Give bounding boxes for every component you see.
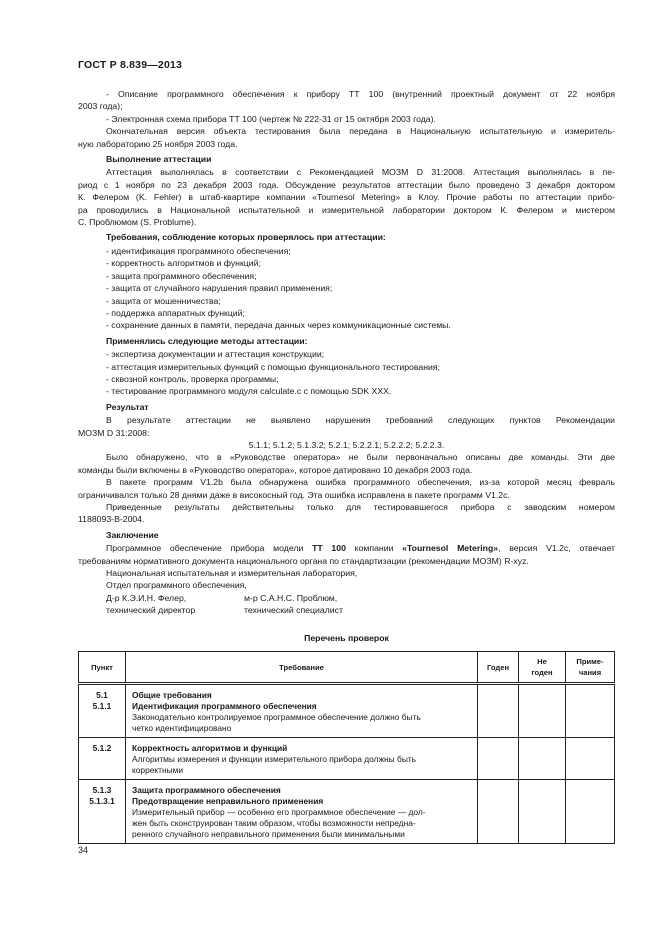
- requirement-text: ренного случайного неправильного применения были минимальными: [132, 829, 405, 839]
- requirement-title: Идентификация программного обеспечения: [132, 701, 317, 711]
- list-item: - защита от мошенничества;: [106, 295, 221, 306]
- paragraph: В пакете программ V1.2b была обнаружена ошибка программного обеспечения, из-за которой месяц февраль: [106, 477, 615, 488]
- pass-cell: [478, 738, 519, 780]
- requirement-text: четко идентифицировано: [132, 723, 232, 733]
- paragraph: Аттестация выполнялась в соответствии с Рекомендацией МОЗМ D 31:2008. Аттестация выполнялась в пе-: [106, 167, 615, 178]
- list-item: - защита от случайного нарушения правил применения;: [106, 283, 333, 294]
- column-header-num: Пункт: [79, 652, 126, 684]
- section-heading: Требования, соблюдение которых проверялось при аттестации:: [106, 232, 386, 243]
- checks-table: [78, 651, 615, 844]
- page-number: 34: [78, 845, 89, 855]
- column-header-ng: [519, 652, 566, 684]
- clause-list: 5.1.1; 5.1.2; 5.1.3.2; 5.2.1; 5.2.2.1; 5.2.2.2; 5.2.2.3.: [248, 439, 445, 450]
- pass-cell: [478, 780, 519, 844]
- section-heading: Заключение: [106, 529, 159, 540]
- paragraph: Приведенные результаты действительны только для тестировавшегося прибора с заводским номером: [106, 502, 615, 512]
- column-header-notes: [566, 652, 615, 684]
- signature-line: [78, 592, 615, 604]
- paragraph: С. Проблюмом (S. Problume).: [78, 217, 197, 228]
- list-item: - корректность алгоритмов и функций;: [106, 258, 261, 269]
- table-title: Перечень проверок: [304, 633, 389, 643]
- paragraph: ограничивался только 28 днями даже в високосный год. Эта ошибка исправлена в пакете программ V1.2c.: [78, 489, 510, 500]
- notes-cell: [566, 684, 615, 738]
- section-heading: Результат: [106, 401, 149, 412]
- clause-cell: [79, 684, 126, 738]
- text-run: , версия V1.2c, отвечает: [498, 543, 616, 554]
- paragraph: 2003 года);: [78, 101, 123, 112]
- text-run: Программное обеспечение прибора модели: [106, 543, 313, 554]
- pass-cell: [478, 684, 519, 738]
- paragraph: Национальная испытательная и измерительная лаборатория,: [106, 568, 358, 579]
- requirement-text: корректными: [132, 765, 184, 775]
- notes-cell: [566, 780, 615, 844]
- paragraph: К. Фелером (K. Fehler) в штаб-квартире компании «Tournesol Metering» в Клоу. Прочие работы по аттестации прибо-: [78, 192, 615, 203]
- requirement-text: жен быть сконструирован таким образом, чтобы возможности непредна-: [132, 818, 416, 828]
- requirement-title: Предотвращение неправильного применения: [132, 796, 324, 806]
- column-header-god: Годен: [478, 652, 519, 684]
- header-text: чания: [578, 668, 602, 677]
- fail-cell: [519, 738, 566, 780]
- table-row: [79, 738, 615, 780]
- list-item: - экспертиза документации и аттестация конструкции;: [106, 349, 325, 360]
- list-item: - сохранение данных в памяти, передача данных через коммуникационные системы.: [106, 320, 451, 331]
- notes-cell: [566, 738, 615, 780]
- list-item: - тестирование программного модуля calculate.c с помощью SDK XXX.: [106, 386, 392, 397]
- table-row: [79, 780, 615, 844]
- section-heading: Применялись следующие методы аттестации:: [106, 335, 308, 346]
- model-name: ТТ 100: [312, 543, 346, 554]
- document-body: [78, 88, 615, 617]
- list-item: - поддержка аппаратных функций;: [106, 307, 245, 318]
- requirement-cell: [126, 684, 478, 738]
- signer-2-name: м-р С.А.Н.С. Проблюм,: [244, 592, 338, 603]
- clause-number: 5.1.3: [92, 785, 112, 795]
- list-item: - аттестация измерительных функций с помощью функционального тестирования;: [106, 361, 440, 372]
- document-header: ГОСТ Р 8.839—2013: [78, 59, 183, 71]
- paragraph: команды были включены в «Руководство оператора», которое датировано 10 декабря 2003 года.: [78, 464, 473, 475]
- list-item: - сквозной контроль, проверка программы;: [106, 373, 279, 384]
- requirement-title: Защита программного обеспечения: [132, 785, 281, 795]
- clause-number: 5.1.3.1: [89, 796, 115, 806]
- paragraph: ную лабораторию 25 ноября 2003 года.: [78, 138, 238, 149]
- paragraph: 1188093-B-2004.: [78, 514, 145, 525]
- requirement-cell: [126, 780, 478, 844]
- paragraph: Окончательная версия объекта тестирования была передана в Национальную испытательную и измеритель-: [106, 126, 615, 137]
- signer-2-role: технический специалист: [244, 605, 343, 616]
- paragraph: МОЗМ D 31:2008:: [78, 427, 150, 438]
- signer-1-name: Д-р К.Э.И.Н. Фелер,: [106, 592, 187, 603]
- company-name: «Tournesol Metering»: [402, 543, 499, 554]
- section-heading: Выполнение аттестации: [106, 154, 212, 165]
- table-header-row: [79, 652, 615, 684]
- header-text: годен: [531, 668, 553, 677]
- paragraph: ра проводились в Национальной испытательной и измерительной лаборатории доктором К. Фелером и мистером: [78, 204, 615, 215]
- paragraph: риод с 1 ноября по 23 декабря 2003 года. Обсуждение результатов аттестации было проведено 3 декабря доктором: [78, 179, 615, 190]
- requirement-title: Общие требования: [132, 690, 212, 700]
- clause-number: 5.1.1: [92, 701, 112, 711]
- fail-cell: [519, 780, 566, 844]
- table-row: [79, 684, 615, 738]
- header-text: Приме-: [576, 657, 604, 666]
- clause-number: 5.1.2: [92, 743, 112, 753]
- list-item: - защита программного обеспечения;: [106, 270, 257, 281]
- clause-number: 5.1: [96, 690, 108, 700]
- paragraph: Отдел программного обеспечения,: [106, 580, 247, 591]
- signer-1-role: технический директор: [106, 605, 196, 616]
- requirement-text: Алгоритмы измерения и функции измерительного прибора должны быть: [132, 754, 417, 764]
- paragraph: - Электронная схема прибора ТТ 100 (чертеж № 222-31 от 15 октября 2003 года).: [106, 113, 436, 124]
- requirement-cell: [126, 738, 478, 780]
- paragraph: Было обнаружено, что в «Руководстве оператора» не были первоначально описаны две команды. Эти две: [106, 452, 615, 463]
- clause-cell: [79, 780, 126, 844]
- fail-cell: [519, 684, 566, 738]
- header-text: Не: [537, 657, 547, 666]
- paragraph: В результате аттестации не выявлено нарушения требований следующих пунктов Рекомендации: [106, 415, 615, 426]
- column-header-req: Требование: [126, 652, 478, 684]
- clause-cell: [79, 738, 126, 780]
- signature-line: [78, 604, 615, 616]
- paragraph: [78, 542, 615, 554]
- requirement-text: Законодательно контролируемое программное обеспечение должно быть: [132, 712, 421, 722]
- list-item: - идентификация программного обеспечения;: [106, 245, 291, 256]
- paragraph: требованиям нормативного документа национального органа по стандартизации (рекомендации МОЗМ) R-xyz.: [78, 555, 529, 566]
- requirement-title: Корректность алгоритмов и функций: [132, 743, 288, 753]
- paragraph: - Описание программного обеспечения к прибору ТТ 100 (внутренний проектный документ от 22 ноября: [106, 89, 615, 99]
- text-run: компании: [345, 543, 403, 554]
- requirement-text: Измерительный прибор — особенно его программное обеспечение — дол-: [132, 807, 426, 817]
